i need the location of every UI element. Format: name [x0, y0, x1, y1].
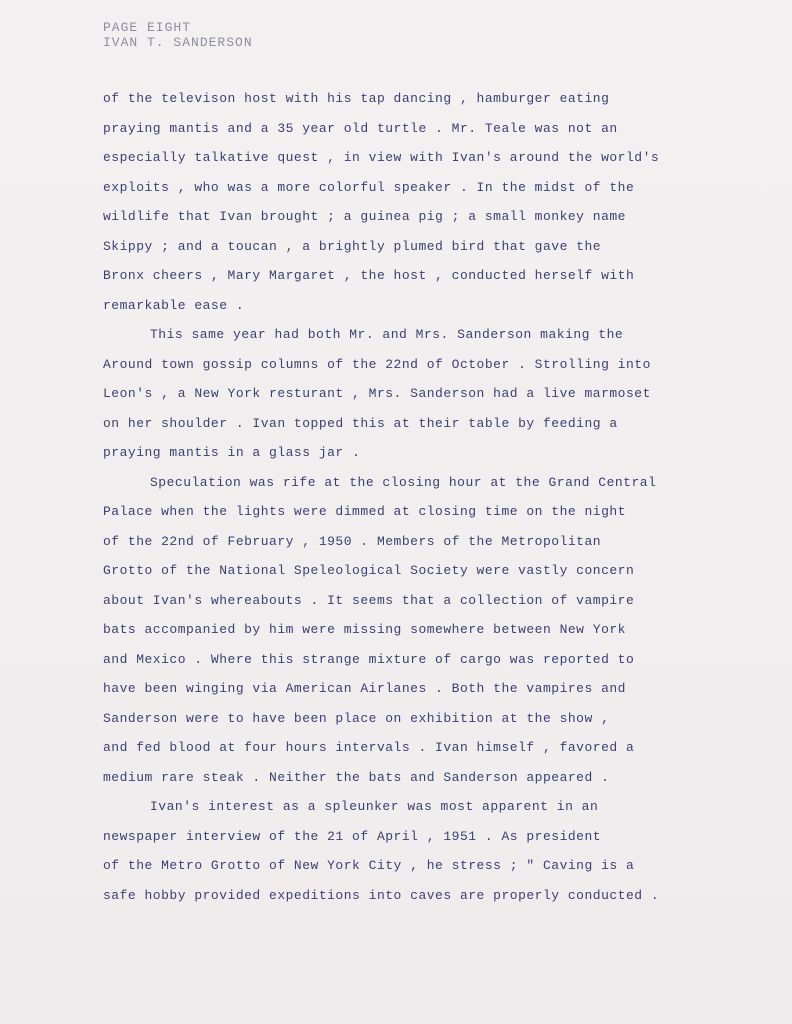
text-line: Skippy ; and a toucan , a brightly plumed bird that gave the	[103, 238, 602, 254]
text-line: have been winging via American Airlanes . Both the vampires and	[103, 681, 626, 696]
text-line: medium rare steak . Neither the bats and Sanderson appeared .	[103, 769, 610, 785]
text-line: and fed blood at four hours intervals . Ivan himself , favored a	[103, 740, 635, 755]
text-line: exploits , who was a more colorful speaker . In the midst of the	[103, 179, 635, 195]
text-line: of the televison host with his tap dancing , hamburger eating	[103, 91, 610, 106]
text-line: Palace when the lights were dimmed at closing time on the night	[103, 504, 626, 519]
header-page-number: PAGE EIGHT	[103, 20, 192, 35]
page-header	[103, 20, 253, 50]
text-line: of the Metro Grotto of New York City , he stress ; " Caving is a	[103, 858, 635, 873]
text-line: of the 22nd of February , 1950 . Members of the Metropolitan	[103, 533, 602, 549]
text-line: praying mantis and a 35 year old turtle . Mr. Teale was not an	[103, 120, 618, 136]
text-line: remarkable ease .	[103, 297, 245, 313]
text-line: bats accompanied by him were missing somewhere between New York	[103, 622, 626, 637]
text-line: Ivan's interest as a spleunker was most apparent in an	[150, 799, 599, 814]
text-line: wildlife that Ivan brought ; a guinea pig ; a small monkey name	[103, 209, 626, 224]
text-line: especially talkative quest , in view with Ivan's around the world's	[103, 150, 660, 165]
text-line: about Ivan's whereabouts . It seems that a collection of vampire	[103, 592, 635, 608]
body-text	[103, 84, 703, 910]
text-line: newspaper interview of the 21 of April , 1951 . As president	[103, 828, 602, 844]
text-line: Bronx cheers , Mary Margaret , the host , conducted herself with	[103, 268, 635, 283]
text-line: Speculation was rife at the closing hour at the Grand Central	[150, 474, 657, 490]
text-line: on her shoulder . Ivan topped this at their table by feeding a	[103, 415, 618, 431]
text-line: This same year had both Mr. and Mrs. Sanderson making the	[150, 327, 624, 342]
text-line: praying mantis in a glass jar .	[103, 445, 361, 460]
text-line: Grotto of the National Speleological Society were vastly concern	[103, 563, 635, 578]
header-author-name: IVAN T. SANDERSON	[103, 35, 253, 50]
text-line: and Mexico . Where this strange mixture of cargo was reported to	[103, 651, 635, 667]
text-line: safe hobby provided expeditions into caves are properly conducted .	[103, 887, 660, 903]
text-line: Leon's , a New York resturant , Mrs. Sanderson had a live marmoset	[103, 386, 651, 401]
text-line: Around town gossip columns of the 22nd of October . Strolling into	[103, 356, 651, 372]
text-line: Sanderson were to have been place on exhibition at the show ,	[103, 710, 610, 726]
